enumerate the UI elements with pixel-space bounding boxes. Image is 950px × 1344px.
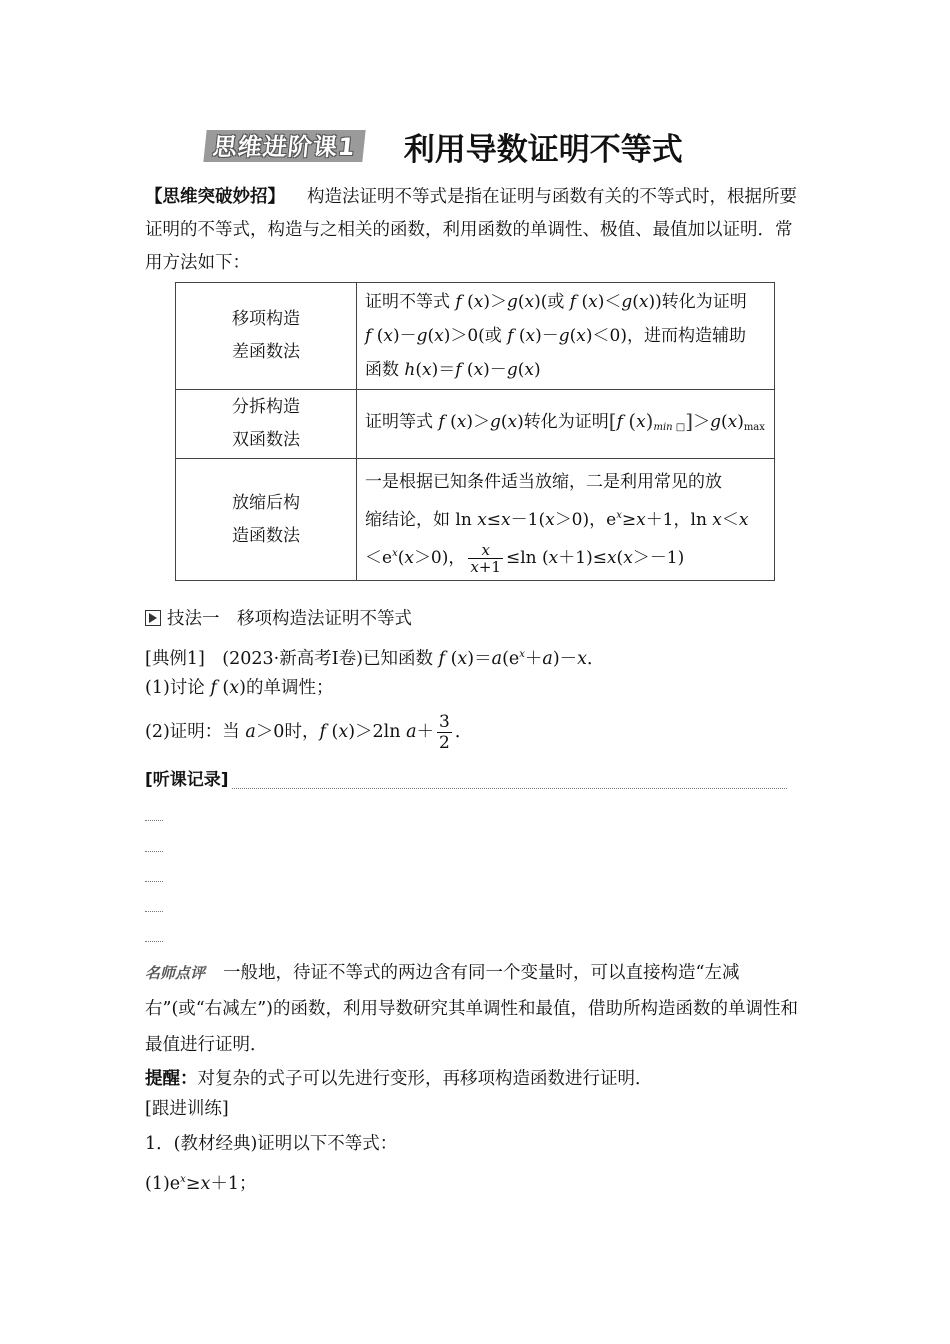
method-name-cell	[176, 283, 357, 390]
intro-text: 构造法证明不等式是指在证明与函数有关的不等式时，根据所要证明的不等式，构造与之相关的函数，利用函数的单调性、极值、最值加以证明．常用方法如下：	[145, 187, 797, 273]
part2-mid: 时，	[284, 722, 320, 742]
q1-part1-label: (1)	[145, 1174, 170, 1194]
tip-label: 提醒：	[145, 1069, 198, 1089]
intro-label: 【思维突破妙招】	[145, 187, 285, 207]
method-desc: 证明等式 f (x)＞g(x)转化为证明[f $(x)_{min □}]>g(x)_{max}$	[365, 408, 765, 433]
part1-text: (1)讨论	[145, 678, 205, 698]
example-part1: (1)讨论 f (x)的单调性；	[145, 678, 334, 698]
practice-label: [跟进训练]	[145, 1099, 229, 1119]
tip	[145, 1063, 805, 1096]
fraction: $\frac{x}{x+1}$	[470, 540, 501, 576]
method-desc-cell	[357, 390, 775, 459]
method-desc-cell	[357, 283, 775, 390]
notes-label: [听课记录]	[145, 770, 229, 790]
method-name-line: 放缩后构	[232, 492, 300, 513]
method-name-line: 造函数法	[232, 525, 300, 546]
example-part2: (2)证明：当 a＞0时，f (x)＞2ln a＋ $\frac{3}{2}$ ．	[145, 712, 473, 753]
method-desc: 一是根据已知条件适当放缩，二是利用常见的放 缩结论，如 ln x≤x－1(x＞0)，$e^x\ge x+1$，ln x＜x $<e^x(x>0)$， $\frac{x}{x+1}$ ≤ln (x＋1)≤x(x＞－1)	[365, 471, 749, 576]
comment-text: 一般地，待证不等式的两边含有同一个变量时，可以直接构造“左减右”(或“右减左”)的函数，利用导数研究其单调性和最值，借助所构造函数的单调性和最值进行证明．	[145, 963, 798, 1055]
methods-table	[175, 282, 775, 581]
method-name-line: 移项构造	[232, 309, 300, 329]
practice-q1: 1．(教材经典)证明以下不等式：	[145, 1134, 398, 1154]
notes-blank-line	[145, 820, 163, 821]
page-header	[205, 126, 683, 166]
fraction-three-halves: $\frac{3}{2}$	[439, 712, 450, 753]
comment-tag: 名师点评	[145, 964, 206, 982]
technique-heading	[145, 607, 412, 631]
example-label: [典例1]	[145, 649, 205, 669]
lesson-tag: 思维进阶课1	[203, 130, 365, 162]
page-title: 利用导数证明不等式	[403, 131, 683, 168]
method-desc: 证明不等式 f (x)＞g(x)(或 f (x)＜g(x))转化为证明 f (x)－g(x)＞0(或 f (x)－g(x)＜0)，进而构造辅助 函数 h(x)＝f (x)－g(x)	[365, 292, 747, 380]
notes-blank-line	[145, 881, 163, 882]
teacher-comment	[145, 955, 805, 1063]
example-source: (2023·新高考Ⅰ卷)已知函数	[222, 649, 433, 669]
practice-q1-part1: $(1)e^x\ge x+1$；	[145, 1174, 257, 1194]
technique-heading-text: 技法一 移项构造法证明不等式	[167, 609, 412, 629]
table-row	[176, 390, 775, 459]
method-name-line: 差函数法	[232, 342, 300, 362]
method-name-line: 双函数法	[232, 430, 300, 450]
notes-blank-line	[145, 941, 163, 942]
method-name-line: 分拆构造	[232, 397, 300, 417]
notes-blank-line	[145, 851, 163, 852]
table-row	[176, 283, 775, 390]
part1-tail: 的单调性；	[245, 678, 334, 698]
tip-text: 对复杂的式子可以先进行变形，再移项构造函数进行证明．	[197, 1069, 653, 1089]
notes-line	[232, 788, 787, 789]
part2-text: (2)证明：当	[145, 722, 240, 742]
method-name-cell	[176, 390, 357, 459]
play-triangle-icon	[145, 610, 161, 626]
example-statement: [典例1] (2023·新高考Ⅰ卷)已知函数 f $(x)=a(e^x+a)-x$．	[145, 649, 605, 669]
intro-paragraph	[145, 181, 805, 280]
table-row	[176, 459, 775, 581]
method-desc-cell	[357, 459, 775, 581]
method-name-cell	[176, 459, 357, 581]
notes-blank-line	[145, 911, 163, 912]
